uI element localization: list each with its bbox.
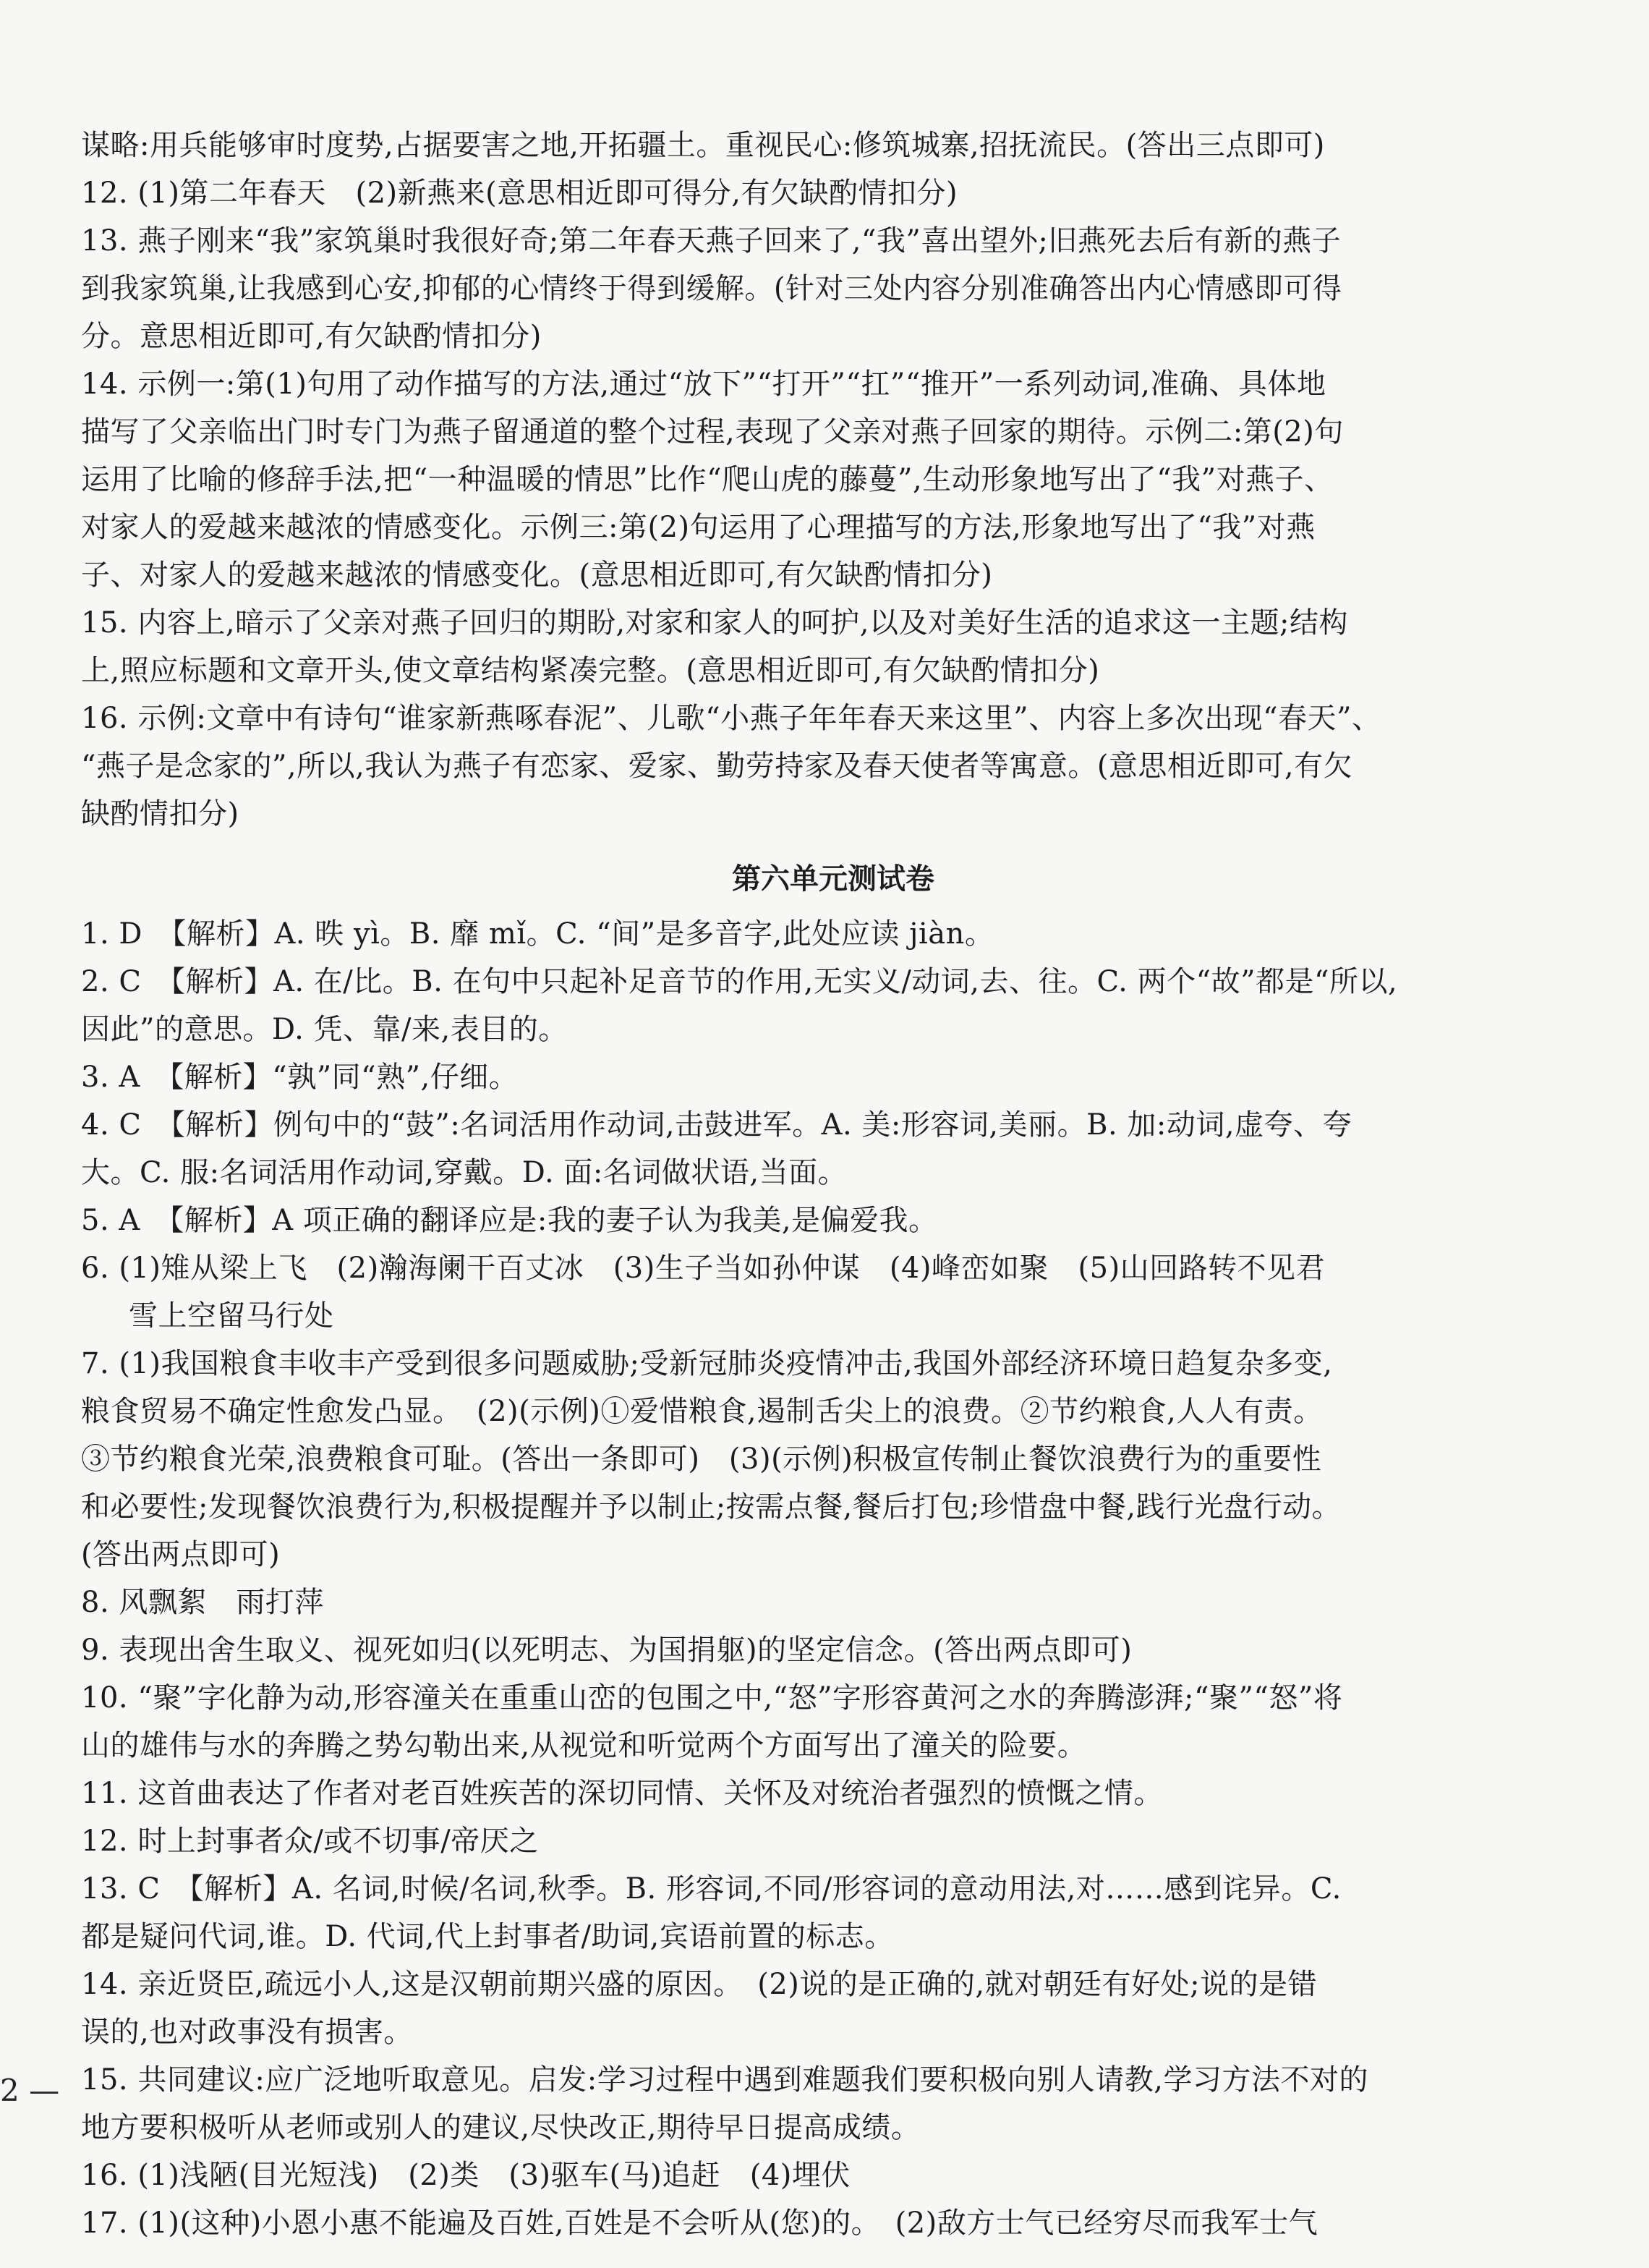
answer-line: “燕子是念家的”,所以,我认为燕子有恋家、爱家、勤劳持家及春天使者等寓意。(意思相近即可,有欠 (81, 749, 1353, 783)
answer-line: 山的雄伟与水的奔腾之势勾勒出来,从视觉和听觉两个方面写出了潼关的险要。 (81, 1729, 1087, 1762)
answer-line: 15. 内容上,暗示了父亲对燕子回归的期盼,对家和家人的呵护,以及对美好生活的追求这一主题;结构 (81, 606, 1348, 640)
answer-line: 8. 风飘絮 雨打萍 (81, 1586, 324, 1619)
answer-line: 因此”的意思。D. 凭、靠/来,表目的。 (81, 1013, 568, 1046)
answer-line: 对家人的爱越来越浓的情感变化。示例三:第(2)句运用了心理描写的方法,形象地写出了“我”对燕 (81, 511, 1316, 544)
answer-line: 13. 燕子刚来“我”家筑巢时我很好奇;第二年春天燕子回来了,“我”喜出望外;旧燕死去后有新的燕子 (81, 224, 1342, 258)
answer-line: 16. (1)浅陋(目光短浅) (2)类 (3)驱车(马)追赶 (4)埋伏 (81, 2159, 851, 2192)
answer-line: 12. 时上封事者众/或不切事/帝厌之 (81, 1825, 539, 1858)
answer-line: 16. 示例:文章中有诗句“谁家新燕啄春泥”、儿歌“小燕子年年春天来这里”、内容上多次出现“春天”、 (81, 702, 1381, 735)
answer-line: 描写了父亲临出门时专门为燕子留通道的整个过程,表现了父亲对燕子回家的期待。示例二:第(2)句 (81, 415, 1344, 449)
answer-line: 和必要性;发现餐饮浪费行为,积极提醒并予以制止;按需点餐,餐后打包;珍惜盘中餐,践行光盘行动。 (81, 1490, 1342, 1524)
answer-line: 粮食贸易不确定性愈发凸显。 (2)(示例)①爱惜粮食,遏制舌尖上的浪费。②节约粮食,人人有责。 (81, 1395, 1323, 1428)
answer-line: (答出两点即可) (81, 1538, 281, 1571)
answer-line: 2. C 【解析】A. 在/比。B. 在句中只起补足音节的作用,无实义/动词,去、往。C. 两个“故”都是“所以, (81, 965, 1398, 998)
answer-line: 17. (1)(这种)小恩小惠不能遍及百姓,百姓是不会听从(您)的。 (2)敌方士气已经穷尽而我军士气 (81, 2207, 1318, 2240)
page-number: 2 — (0, 2073, 60, 2108)
answer-line: 缺酌情扣分) (81, 797, 239, 831)
answer-line: 9. 表现出舍生取义、视死如归(以死明志、为国捐躯)的坚定信念。(答出两点即可) (81, 1634, 1133, 1667)
section-heading: 第六单元测试卷 (732, 862, 934, 896)
answer-line: 11. 这首曲表达了作者对老百姓疾苦的深切同情、关怀及对统治者强烈的愤慨之情。 (81, 1777, 1163, 1810)
answer-line: 13. C 【解析】A. 名词,时候/名词,秋季。B. 形容词,不同/形容词的意动用法,对……感到诧异。C. (81, 1872, 1342, 1906)
answer-line: 3. A 【解析】“孰”同“熟”,仔细。 (81, 1061, 519, 1094)
answer-line: 误的,也对政事没有损害。 (81, 2016, 413, 2049)
answer-line: 5. A 【解析】A 项正确的翻译应是:我的妻子认为我美,是偏爱我。 (81, 1204, 938, 1237)
answer-line: 子、对家人的爱越来越浓的情感变化。(意思相近即可,有欠缺酌情扣分) (81, 558, 993, 592)
answer-line: ③节约粮食光荣,浪费粮食可耻。(答出一条即可) (3)(示例)积极宣传制止餐饮浪费行为的重要性 (81, 1443, 1322, 1476)
answer-line: 1. D 【解析】A. 昳 yì。B. 靡 mǐ。C. “间”是多音字,此处应读 jiàn。 (81, 917, 994, 951)
answer-line: 分。意思相近即可,有欠缺酌情扣分) (81, 320, 542, 353)
answer-line: 都是疑问代词,谁。D. 代词,代上封事者/助词,宾语前置的标志。 (81, 1920, 894, 1953)
answer-line: 地方要积极听从老师或别人的建议,尽快改正,期待早日提高成绩。 (81, 2111, 921, 2144)
answer-section-previous (81, 122, 1564, 838)
answer-line: 12. (1)第二年春天 (2)新燕来(意思相近即可得分,有欠缺酌情扣分) (81, 177, 958, 210)
answer-line: 到我家筑巢,让我感到心安,抑郁的心情终于得到缓解。(针对三处内容分别准确答出内心情感即可得 (81, 272, 1342, 305)
answer-line: 4. C 【解析】例句中的“鼓”:名词活用作动词,击鼓进军。A. 美:形容词,美丽。B. 加:动词,虚夸、夸 (81, 1108, 1352, 1142)
answer-line: 15. 共同建议:应广泛地听取意见。启发:学习过程中遇到难题我们要积极向别人请教,学习方法不对的 (81, 2063, 1368, 2097)
answer-line: 运用了比喻的修辞手法,把“一种温暖的情思”比作“爬山虎的藤蔓”,生动形象地写出了“我”对燕子、 (81, 463, 1334, 496)
answer-line: 7. (1)我国粮食丰收丰产受到很多问题威胁;受新冠肺炎疫情冲击,我国外部经济环境日趋复杂多变, (81, 1347, 1333, 1380)
answer-line: 大。C. 服:名词活用作动词,穿戴。D. 面:名词做状语,当面。 (81, 1156, 848, 1189)
answer-line: 雪上空留马行处 (129, 1299, 334, 1333)
answer-line: 谋略:用兵能够审时度势,占据要害之地,开拓疆土。重视民心:修筑城寨,招抚流民。(答出三点即可) (81, 129, 1325, 162)
answer-line: 14. 亲近贤臣,疏远小人,这是汉朝前期兴盛的原因。 (2)说的是正确的,就对朝廷有好处;说的是错 (81, 1968, 1318, 2001)
answer-line: 10. “聚”字化静为动,形容潼关在重重山峦的包围之中,“怒”字形容黄河之水的奔腾澎湃;“聚”“怒”将 (81, 1681, 1343, 1715)
answer-section-unit-six (81, 910, 1564, 2247)
answer-line: 14. 示例一:第(1)句用了动作描写的方法,通过“放下”“打开”“扛”“推开”一系列动词,准确、具体地 (81, 368, 1326, 401)
answer-line: 6. (1)雉从梁上飞 (2)瀚海阑干百丈冰 (3)生子当如孙仲谋 (4)峰峦如聚 (5)山回路转不见君 (81, 1252, 1326, 1285)
answer-key-page (81, 122, 1564, 2247)
answer-line: 上,照应标题和文章开头,使文章结构紧凑完整。(意思相近即可,有欠缺酌情扣分) (81, 654, 1100, 687)
